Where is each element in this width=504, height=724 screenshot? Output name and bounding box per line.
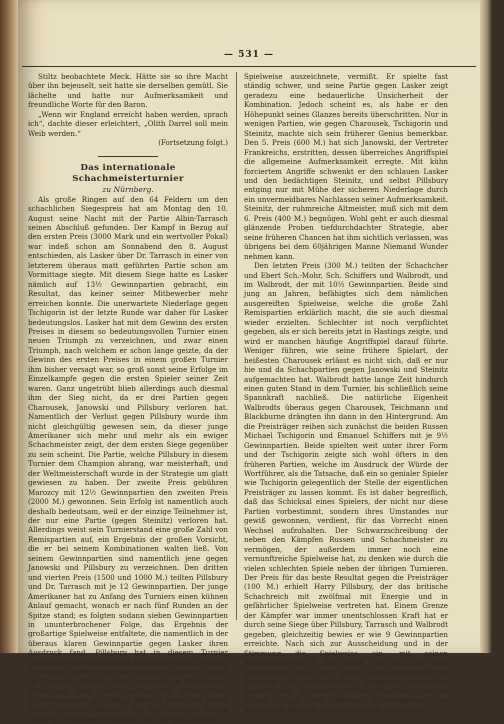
intro-paragraph-2: „Wenn wir England erreicht haben werden, sprach ich“, dachte dieser erleichtert, „Olith Darrel soll mein Weib werden.“	[28, 109, 228, 138]
article-body-left: Als große Ringen auf den 64 Feldern um den schachlichen Siegespreis hat am Montag den 10. August seine Nacht mit der Partie Albin-Tarrasch seinen Abschluß gefunden. Der Kampf in Bezug auf den ersten Preis (3000 Mark und ein wertvoller Pokal) war indeß schon am Sonnabend den 8. August entschieden, als Lasker über Dr. Tarrasch in einer von letzterem überaus matt geführten Partie schon am Vormittage siegte. Mit diesem Siege hatte es Lasker nämlich auf 13½ Gewinnpartien gebracht, ein Resultat, das keiner seiner Mitbewerber mehr erreichen konnte. Die unerwartete Niederlage gegen Tschigorin ist der letzte Runde war daher für Lasker bedeutungslos. Lasker hat mit dem Gewinn des ersten Preises in diesem so bedeutungsvollen Turnier einen neuen Triumph zu verzeichnen, und zwar einen Triumph, nach welchem er schon lange geizte, da der Gewinn des ersten Preises in einem großen Turnier ihm bisher versagt war, so groß sonst seine Erfolge im Einzelkampfe gegen die ersten Spieler seiner Zeit waren. Ganz ungetrübt blieb allerdings auch diesmal ihm der Sieg nicht, da er drei Partien gegen Charousek, Janowski und Pillsbury verloren hat. Namentlich der Verlust gegen Pillsbury wurde ihm nicht gleichgültig gewesen sein, da dieser junge Amerikaner sich mehr und mehr als ein ewiger Schachmeister zeigt, der dem ersten Siege gegenüber zu sein scheint. Die Partie, welche Pillsbury in diesem Turnier dem Champion abrang, war meisterhaft, und der Weltmeisterschaft wurde in der Strategie um glatt gewiesen zu haben. Der zweite Preis gebühren Marozcy mit 12½ Gewinnpartien den zweiten Preis (2000 M.) gewonnen. Sein Erfolg ist namentlich auch deshalb bedeutsam, weil er der einzige Teilnehmer ist, der nur eine Partie (gegen Steinitz) verloren hat. Allerdings weist sein Turnierstand eine große Zahl von Remispartien auf, ein Ergebnis der großen Vorsicht, die er bei seinem Kombinationen walten ließ. Von seinem Gewinnpartien sind namentlich jene gegen Janowski und Pillsbury zu verzeichnen. Den dritten und vierten Preis (1500 und 1000 M.) teilten Pillsbury und Dr. Tarrasch mit je 12 Gewinnpartien. Der junge Amerikaner hat zu Anfang des Turniers einen kühnen Anlauf gemacht, wonach er nach fünf Runden an der Spitze stand; es folgten sodann sieben Gewinnpartien in ununterbrochener Folge, das Ergebnis der großartige Spielweise entfaltete, die namentlich in der überaus klaren Gewinnpartie gegen Lasker ihren Ausdruck fand. Pillsbury hat in diesem Turnier zweifellos einen moralischen Erfolg als reicher Neuling errungen, indem er alle die großen Matadore Lasker, Dr. Tarrasch, Steinitz und Tschigorin in überlegener Weise aus dem Felde schlug. Mit etwas mehr Aufmerksamkeit am Anfang hätte er leicht den ersten Preis erstreiten können. An Dr. Tarrasch wurde allseitig die frühere Festigkeit und Energie, die seine	[28, 194, 229, 724]
right-column	[244, 72, 448, 715]
article-subtitle: zu Nürnberg.	[102, 184, 154, 194]
continuation-note: (Fortsetzung folgt.)	[158, 138, 228, 148]
article-body-right-1: Spielweise auszeichnete, vermißt. Er spielte fast ständig schwer, und seine Partie gegen Lasker zeigt geradezu eine bedauerliche Unsicherheit der Kombination. Jedoch scheint es, als habe er den Höhepunkt seines Glanzes bereits überschritten. Nur in wenigen Partien, wie gegen Charousek, Tschigorin und Steinitz, machte sich sein früherer Genius bemerkbar. Den 5. Preis (600 M.) hat sich Janowski, der Vertreter Frankreichs, erstritten, dessen überreiches Angriffspiel die allgemeine Aufmerksamkeit erregte. Mit kühn forciertem Angriffe schwenkt er den schlauen Lasker und den bedächtigen Steinitz, und selbst Pillsbury entging nur mit Mühe der sicheren Niederlage durch ein unvermeidbares Nachlassen seiner Aufmerksamkeit. Steinitz, der ruhmreiche Altmeister, muß sich mit dem 6. Preis (400 M.) begnügen. Wohl geht er auch diesmal glänzende Proben tiefdurchdachter Strategie, aber seine früheren Chancen hat ihm sichtlich verlassen, was übrigens bei dem 60jährigen Manne Niemand Wunder nehmen kann.	[244, 72, 448, 261]
page-number: — 531 —	[223, 50, 275, 60]
intro-paragraph-1: Stiltz beobachtete Meck. Hätte sie so ihre Macht über ihn bejeuselt, seit hatte sie derselben gemütl. Sie lächelte und hatte nur Aufmerksamkeit und freundliche Worte für den Baron.	[28, 72, 228, 110]
article-title: Das internationale Schachmeisterturnier	[72, 162, 184, 184]
page-edge	[480, 0, 492, 653]
section-divider	[98, 156, 158, 157]
left-column	[28, 72, 228, 724]
column-divider	[236, 72, 237, 620]
page-header	[22, 50, 476, 67]
article-body-right-2: Den letzten Preis (300 M.) teilten der Schachcher und Ebert Sch.-Mohr, Sch. Schiffers und Walbrodt, und im Walbrodt, der mit 10½ Gewinnpartien. Beide sind jung an Jahren, befähigtes sich dem nämlichen ausgereiften Spielweise, welche die große Zahl Remispartien erklärlich macht, die sie auch diesmal wieder erzielten. Schlechter ist noch verpflichtet gegeben, als er sich bereits jetzt in Hastings zeigte, und wird er manchen häufige Angriffspiel darauf führte. Weniger führen, wie seine frühere Spielart, der heißesten Charousek erlässt es nicht sich, daß er nur hie und da Schachpartien gegen Janowski und Steinitz aufgemachten hat. Walbrodt hatte lange Zeit hindurch einen guten Stand in dem Turnier, bis schließlich seine Spannkraft nachließ. Die natürliche Eigenheit Walbrodts überaus gegen Charousek, Teichmann und Blackburne drängten ihn dann in den Hintergrund. Am die Preisträger reihen sich zunächst die beiden Russen Michael Tschigorin und Emanuel Schiffers mit je 9½ Gewinnpartien. Beide spielten weit unter ihrer Form und der Tschigorin zeigte sich wohl öfters in den früheren Partien, welche im Ausdruck der Würde der Wortführer, als die Tatsache, daß ein so genialer Spieler wie Tschigorin gelegentlich der Stelle der eigentlichen Preisträger zu lassen kommt. Es ist daher begreiflich, daß das Schicksal eines Spielers, der nicht nur diese Partien vorbestimmt, sondern ihres Umstandes nur gewiß gewonnen, verdient, für das Vorrecht einen Wechsel aufzuhalten. Der Schwarzschreibung der neben den Kämpfen Russen und Schachmeister zu vermögen, der außerdem immer noch eine vernunftreiche Spielweise hat, zu denken wie durch die vielen schlechten Spiele neben der übrigen Turnieren. Der Preis für das beste Resultat gegen die Preisträger (100 M.) erhielt Harry Pillsbury, der das britische Schachreich mit zwölfmal mit Energie und in gefährlicher Spielweise vertreten hat. Einem Grenze der Kämpfer war immer unentschlossen Kraft hat er durch seine Siege über Pillsbury, Tarrasch und Walbrodt gegeben, gleichzeitig bewies er wie 9 Gewinnpartien erreichte. Nach sich zur Ausscheidung und in der Stimmung die Spielweise ein, mit seinen Abwehrarbeiten in der Partie, die ihm und dem Ergebnissen nicht gern gewiß. Die unvergleichliche, Vertreter der neuzeitlichen ungemein schwachen Spielart, war in diesem Turnier Charousek, der im jünger Ungar voll kühner Kombinationen, zu betrachten, der sich neben ebenso als gewandter	[244, 261, 448, 715]
